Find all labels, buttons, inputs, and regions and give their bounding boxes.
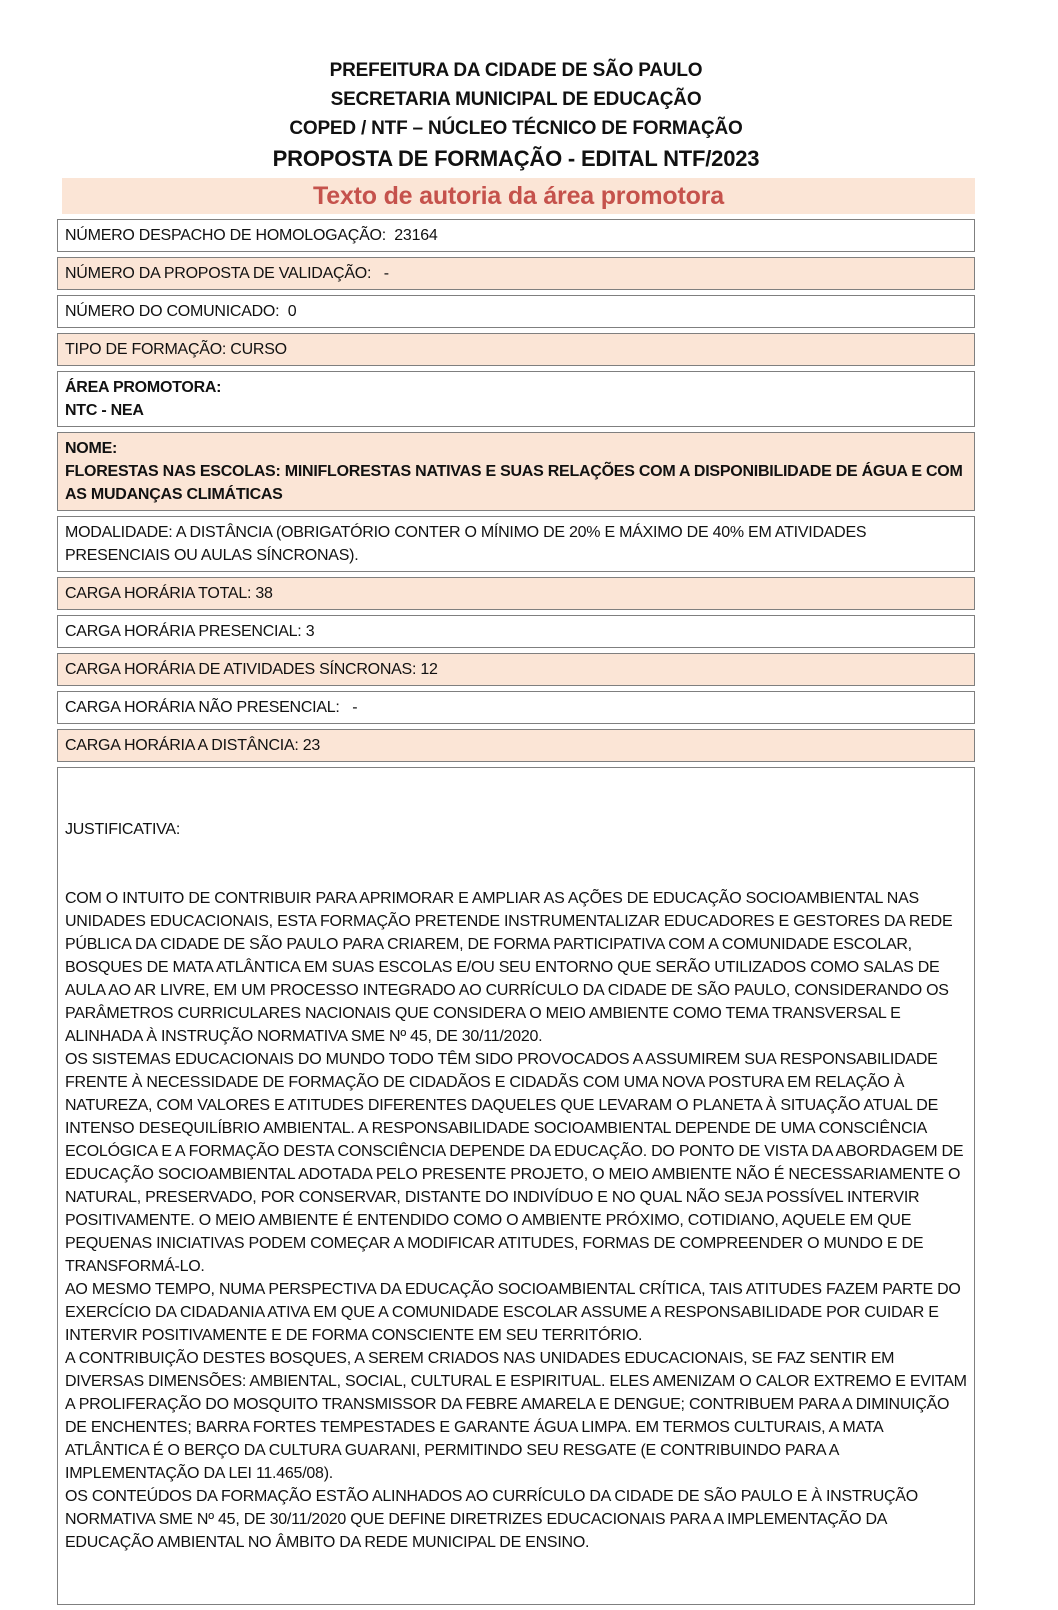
field-value: 12 <box>420 661 438 678</box>
field-row-modalidade <box>57 516 975 572</box>
field-row-numero-comunicado <box>57 295 975 328</box>
field-label: NÚMERO DO COMUNICADO: <box>65 303 284 320</box>
field-label: MODALIDADE: <box>65 524 173 541</box>
field-value: 23 <box>302 737 321 754</box>
field-row-carga-horaria-total <box>57 577 975 610</box>
field-label: CARGA HORÁRIA NÃO PRESENCIAL: <box>65 699 348 716</box>
field-row-carga-horaria-atividades-sincronas <box>57 653 975 686</box>
field-value: 23164 <box>394 227 438 244</box>
header-line-1: PREFEITURA DA CIDADE DE SÃO PAULO <box>329 60 703 81</box>
field-row-area-promotora <box>57 371 975 427</box>
field-value: 0 <box>287 303 297 320</box>
justificativa-paragraph: OS CONTEÚDOS DA FORMAÇÃO ESTÃO ALINHADOS AO CURRÍCULO DA CIDADE DE SÃO PAULO E À INSTRUÇÃO NORMATIVA SME Nº 45, DE 30/11/2020 QUE DEFINE DIRETRIZES EDUCACIONAIS PARA A IMPLEMENTAÇÃO DA EDUCAÇÃO AMBIENTAL NO ÂMBITO DA REDE MUNICIPAL DE ENSINO. <box>65 1488 923 1551</box>
header-line-2: SECRETARIA MUNICIPAL DE EDUCAÇÃO <box>330 89 702 110</box>
document-header <box>57 56 975 175</box>
field-label: NÚMERO DA PROPOSTA DE VALIDAÇÃO: <box>65 265 380 282</box>
justificativa-paragraphs <box>65 887 971 1554</box>
field-label: CARGA HORÁRIA A DISTÂNCIA: <box>65 737 299 754</box>
field-label: CARGA HORÁRIA PRESENCIAL: <box>65 623 302 640</box>
field-value: NTC - NEA <box>65 402 144 419</box>
field-row-numero-proposta-validacao <box>57 257 975 290</box>
field-value: CURSO <box>230 341 287 358</box>
field-label: CARGA HORÁRIA DE ATIVIDADES SÍNCRONAS: <box>65 661 417 678</box>
field-label: NÚMERO DESPACHO DE HOMOLOGAÇÃO: <box>65 227 391 244</box>
field-row-numero-despacho-homologacao <box>57 219 975 252</box>
field-row-carga-horaria-a-distancia <box>57 729 975 762</box>
field-label: NOME: <box>65 440 118 457</box>
field-label: ÁREA PROMOTORA: <box>65 379 222 396</box>
document-content <box>57 56 975 1605</box>
justificativa-paragraph: COM O INTUITO DE CONTRIBUIR PARA APRIMORAR E AMPLIAR AS AÇÕES DE EDUCAÇÃO SOCIOAMBIENTAL NAS UNIDADES EDUCACIONAIS, ESTA FORMAÇÃO PRETENDE INSTRUMENTALIZAR EDUCADORES E GESTORES DA REDE PÚBLICA DA CIDADE DE SÃO PAULO PARA CRIAREM, DE FORMA PARTICIPATIVA COM A COMUNIDADE ESCOLAR, BOSQUES DE MATA ATLÂNTICA EM SUAS ESCOLAS E/OU SEU ENTORNO QUE SERÃO UTILIZADOS COMO SALAS DE AULA AO AR LIVRE, EM UM PROCESSO INTEGRADO AO CURRÍCULO DA CIDADE DE SÃO PAULO, CONSIDERANDO OS PARÂMETROS CURRICULARES NACIONAIS QUE CONSIDERA O MEIO AMBIENTE COMO TEMA TRANSVERSAL E ALINHADA À INSTRUÇÃO NORMATIVA SME Nº 45, DE 30/11/2020. <box>65 890 957 1045</box>
justificativa-paragraph: A CONTRIBUIÇÃO DESTES BOSQUES, A SEREM CRIADOS NAS UNIDADES EDUCACIONAIS, SE FAZ SENTIR EM DIVERSAS DIMENSÕES: AMBIENTAL, SOCIAL, CULTURAL E ESPIRITUAL. ELES AMENIZAM O CALOR EXTREMO E EVITAM A PROLIFERAÇÃO DO MOSQUITO TRANSMISSOR DA FEBRE AMARELA E DENGUE; CONTRIBUEM PARA A DIMINUIÇÃO DE ENCHENTES; BARRA FORTES TEMPESTADES E GARANTE ÁGUA LIMPA. EM TERMOS CULTURAIS, A MATA ATLÂNTICA É O BERÇO DA CULTURA GUARANI, PERMITINDO SEU RESGATE (E CONTRIBUINDO PARA A IMPLEMENTAÇÃO DA LEI 11.465/08). <box>65 1350 971 1482</box>
header-line-4: PROPOSTA DE FORMAÇÃO - EDITAL NTF/2023 <box>272 146 760 171</box>
fields-container <box>57 219 975 762</box>
field-row-justificativa <box>57 767 975 1605</box>
field-value: 38 <box>255 585 273 602</box>
header-line-3: COPED / NTF – NÚCLEO TÉCNICO DE FORMAÇÃO <box>289 118 743 139</box>
field-label: TIPO DE FORMAÇÃO: <box>65 341 227 358</box>
justificativa-paragraph: AO MESMO TEMPO, NUMA PERSPECTIVA DA EDUCAÇÃO SOCIOAMBIENTAL CRÍTICA, TAIS ATITUDES FAZEM PARTE DO EXERCÍCIO DA CIDADANIA ATIVA EM QUE A COMUNIDADE ESCOLAR ASSUME A RESPONSABILIDADE POR CUIDAR E INTERVIR POSITIVAMENTE E DE FORMA CONSCIENTE EM SEU TERRITÓRIO. <box>65 1281 965 1344</box>
field-label: CARGA HORÁRIA TOTAL: <box>65 585 252 602</box>
field-value: - <box>383 265 389 282</box>
field-row-carga-horaria-presencial <box>57 615 975 648</box>
field-row-nome <box>57 432 975 511</box>
field-row-tipo-formacao <box>57 333 975 366</box>
field-row-carga-horaria-nao-presencial <box>57 691 975 724</box>
justificativa-paragraph: OS SISTEMAS EDUCACIONAIS DO MUNDO TODO TÊM SIDO PROVOCADOS A ASSUMIREM SUA RESPONSABILIDADE FRENTE À NECESSIDADE DE FORMAÇÃO DE CIDADÃOS E CIDADÃS COM UMA NOVA POSTURA EM RELAÇÃO À NATUREZA, COM VALORES E ATITUDES DIFERENTES DAQUELES QUE LEVARAM O PLANETA À SITUAÇÃO ATUAL DE INTENSO DESEQUILÍBRIO AMBIENTAL. A RESPONSABILIDADE SOCIOAMBIENTAL DEPENDE DE UMA CONSCIÊNCIA ECOLÓGICA E A FORMAÇÃO DESTA CONSCIÊNCIA DEPENDE DA EDUCAÇÃO. DO PONTO DE VISTA DA ABORDAGEM DE EDUCAÇÃO SOCIOAMBIENTAL ADOTADA PELO PRESENTE PROJETO, O MEIO AMBIENTE NÃO É NECESSARIAMENTE O NATURAL, PRESERVADO, POR CONSERVAR, DISTANTE DO INDIVÍDUO E NO QUAL NÃO SEJA POSSÍVEL INTERVIR POSITIVAMENTE. O MEIO AMBIENTE É ENTENDIDO COMO O AMBIENTE PRÓXIMO, COTIDIANO, AQUELE EM QUE PEQUENAS INICIATIVAS PODEM COMEÇAR A MODIFICAR ATITUDES, FORMAS DE COMPREENDER O MUNDO E DE TRANSFORMÁ-LO. <box>65 1051 968 1275</box>
field-value: A DISTÂNCIA (OBRIGATÓRIO CONTER O MÍNIMO DE 20% E MÁXIMO DE 40% EM ATIVIDADES PRESENCIAIS OU AULAS SÍNCRONAS). <box>65 524 871 564</box>
field-value: 3 <box>305 623 315 640</box>
field-value: - <box>352 699 358 716</box>
field-label: JUSTIFICATIVA: <box>65 821 181 838</box>
banner-texto-autoria: Texto de autoria da área promotora <box>62 178 975 214</box>
field-value: FLORESTAS NAS ESCOLAS: MINIFLORESTAS NATIVAS E SUAS RELAÇÕES COM A DISPONIBILIDADE DE ÁGUA E COM AS MUDANÇAS CLIMÁTICAS <box>65 463 967 503</box>
